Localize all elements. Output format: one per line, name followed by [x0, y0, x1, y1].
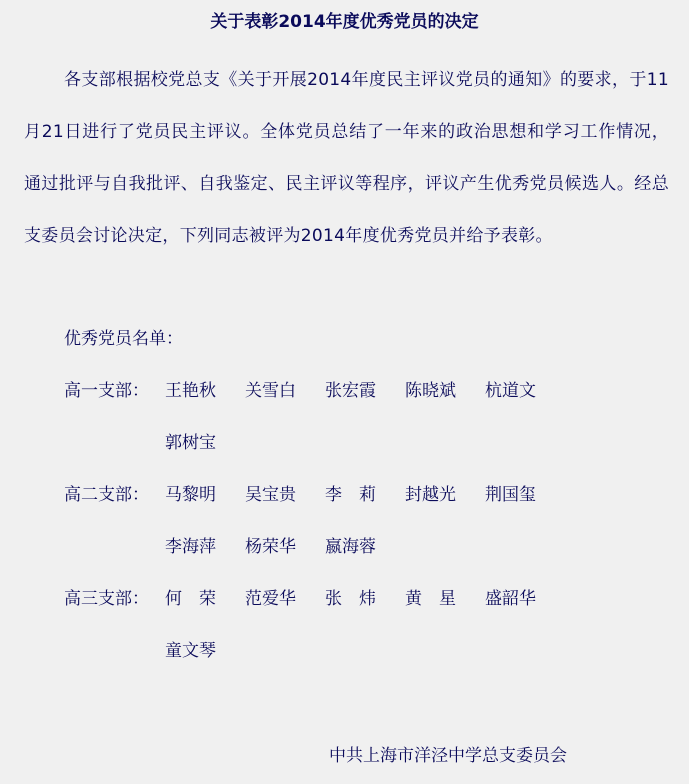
branch-label: 高一支部：	[64, 381, 149, 401]
member-name: 黄 星	[405, 589, 456, 609]
branch-label: 高三支部：	[64, 589, 149, 609]
member-name: 杨荣华	[245, 537, 296, 557]
signature: 中共上海市洋泾中学总支委员会	[329, 746, 567, 766]
member-name: 范爱华	[245, 589, 296, 609]
document-title: 关于表彰2014年度优秀党员的决定	[210, 12, 479, 32]
member-name: 马黎明	[165, 485, 216, 505]
branch-row	[0, 581, 689, 617]
list-heading: 优秀党员名单：	[64, 329, 183, 349]
member-name: 吴宝贵	[245, 485, 296, 505]
branch-row	[0, 529, 689, 565]
member-name: 嬴海蓉	[325, 537, 376, 557]
member-name: 王艳秋	[165, 381, 216, 401]
member-name: 张宏霞	[325, 381, 376, 401]
member-name: 盛韶华	[485, 589, 536, 609]
member-name: 荆国玺	[485, 485, 536, 505]
member-name: 童文琴	[165, 641, 216, 661]
branch-row	[0, 425, 689, 461]
member-name: 封越光	[405, 485, 456, 505]
decision-paragraph: 各支部根据校党总支《关于开展2014年度民主评议党员的通知》的要求，于11月21日进行了党员民主评议。全体党员总结了一年来的政治思想和学习工作情况，通过批评与自我批评、自我鉴定、民主评议等程序，评议产生优秀党员候选人。经总支委员会讨论决定，下列同志被评为2014年度优秀党员并给予表彰。	[24, 70, 669, 246]
member-name: 何 荣	[165, 589, 216, 609]
member-name: 杭道文	[485, 381, 536, 401]
branch-label: 高二支部：	[64, 485, 149, 505]
member-name: 关雪白	[245, 381, 296, 401]
member-name: 陈晓斌	[405, 381, 456, 401]
member-name: 李 莉	[325, 485, 376, 505]
branch-row	[0, 633, 689, 669]
member-name: 张 炜	[325, 589, 376, 609]
branch-row	[0, 477, 689, 513]
member-name: 郭树宝	[165, 433, 216, 453]
member-name: 李海萍	[165, 537, 216, 557]
branch-row	[0, 373, 689, 409]
